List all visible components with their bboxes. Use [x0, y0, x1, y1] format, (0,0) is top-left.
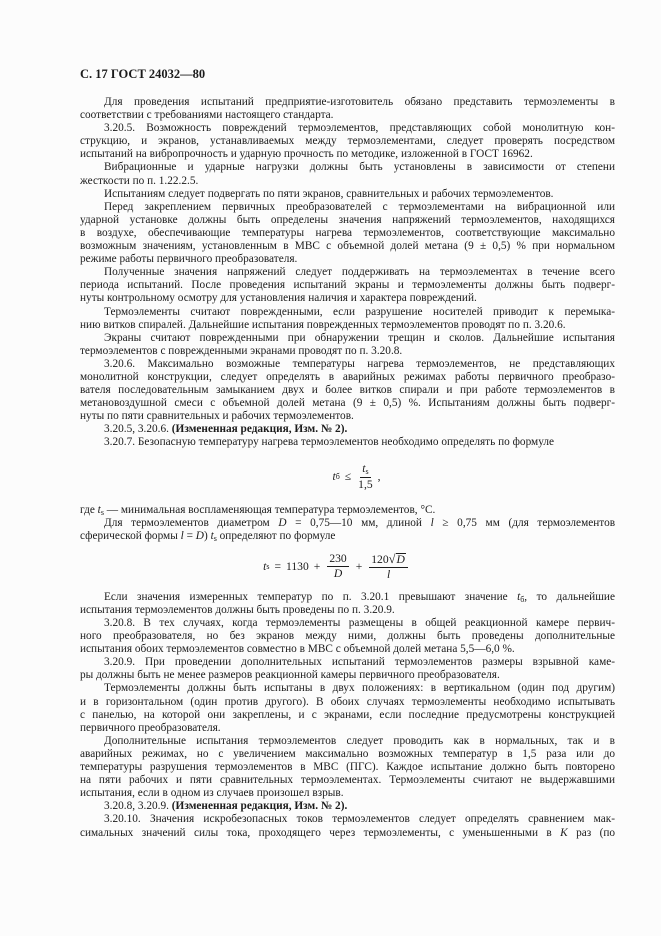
text-line: соответствии с требованиями настоящего стандарта.: [80, 109, 334, 122]
text-line: 3.20.7. Безопасную температуру нагрева термоэлементов необходимо определять по формуле: [104, 436, 554, 449]
subscript: s: [266, 561, 270, 571]
fraction-denominator: [387, 568, 390, 581]
text-line: 3.20.8. В тех случаях, когда термоэлементы размещены в общей реакционной камере первич-: [104, 617, 615, 629]
formula-constant: 1130: [286, 559, 309, 573]
coefficient: 120: [371, 552, 389, 566]
subscript: s: [365, 466, 369, 476]
text-line: Дополнительные испытания термоэлементов следует проводить как в нормальных, так и в: [104, 734, 615, 747]
text-segment: — минимальная воспламеняющая температура термоэлементов, °С.: [106, 503, 436, 516]
less-or-equal-sign: ≤: [344, 469, 352, 483]
variable-l: l: [180, 529, 184, 542]
radical-sign: √: [388, 551, 396, 566]
fraction: [327, 553, 348, 580]
fraction-denominator: 1,5: [358, 477, 373, 491]
text-line: в воздухе, обеспечивающие температуры нагрева термоэлементов, соответствующие максимально: [80, 226, 615, 239]
formula-expression: [263, 553, 410, 581]
variable-t: t: [517, 590, 521, 603]
clause-reference: 3.20.8, 3.20.9.: [104, 800, 169, 813]
text-line: испытания термоэлементов должны быть проведены по п. 3.20.9.: [80, 603, 395, 616]
variable-t: t: [332, 469, 336, 483]
text-line: 3.20.10. Значения искробезопасных токов термоэлементов следует определять сравнением мак-: [104, 813, 615, 826]
variable-t: t: [263, 559, 267, 573]
plus-sign: +: [313, 559, 321, 573]
text-line: монолитной конструкции, следует определять в аварийных режимах работы первичного преобразо-: [80, 370, 615, 383]
fraction-numerator: [369, 553, 408, 568]
amendment-note: [80, 800, 615, 813]
text-segment: Если значения измеренных температур по п. 3.20.1 превышают значение: [104, 590, 508, 603]
variable-l: l: [430, 516, 434, 529]
amendment-note: [80, 423, 615, 436]
text-line: ного преобразователя, но без экранов между ними, должны быть проведены дополнительные: [80, 630, 615, 643]
variable-d: D: [396, 552, 405, 566]
text-line: [80, 530, 615, 543]
text-segment: ≥ 0,75 мм (для термоэлементов: [442, 516, 616, 529]
text-line: режиме работы первичного преобразователя.: [80, 253, 298, 266]
text-line: ры должны быть не менее размеров реакционной камеры первичного преобразователя.: [80, 669, 500, 682]
variable-t: t: [210, 529, 214, 542]
text-line: нуты контрольному осмотру для установления наличия и характера повреждений.: [80, 292, 477, 305]
variable-d: D: [195, 529, 204, 542]
text-line: Испытаниям следует подвергать по пяти экранов, сравнительных и рабочих термоэлементов.: [104, 187, 554, 200]
text-line: возможным значениям, установленным в МВС с объемной долей метана (9 ± 0,5) % при нормальном: [80, 240, 615, 253]
variable-t: t: [97, 503, 101, 516]
text-line: жесткости по п. 1.22.2.5.: [80, 174, 199, 187]
text-line: Полученные значения напряжений следует поддерживать на термоэлементах в течение всего: [104, 266, 615, 279]
text-segment: где: [80, 503, 95, 516]
text-line: 3.20.9. При проведении дополнительных испытаний термоэлементов размеры взрывной каме-: [104, 656, 615, 669]
text-segment: сферической формы: [80, 529, 178, 542]
subscript: б: [520, 594, 525, 604]
text-line: испытаний на вибропрочность и ударную прочность по методике, изложенной в ГОСТ 16962.: [80, 148, 533, 161]
text-segment: =: [186, 529, 193, 542]
text-line: [80, 591, 615, 604]
text-segment: определяют по формуле: [219, 529, 336, 542]
text-line: испытания обоих термоэлементов совместно в МВС с объемной долей метана 5,5—6,0 %.: [80, 643, 515, 656]
text-line: Термоэлементы должны быть испытаны в двух положениях: в вертикальном (один под другим): [104, 682, 615, 695]
text-line: 3.20.6. Максимально возможные температуры нагрева термоэлементов, не представляющих: [104, 357, 615, 370]
text-line: аварийных режимах, но с увеличением максимально возможных температур в 1,5 раза или до: [80, 747, 615, 760]
plus-sign: +: [355, 559, 363, 573]
subscript: б: [335, 471, 340, 481]
text-line: Экраны считают поврежденными при обнаружении трещин и сколов. Дальнейшие испытания: [104, 331, 615, 344]
fraction-numerator: [360, 463, 370, 478]
text-line: 3.20.5. Возможность повреждений термоэлементов, представляющих собой монолитную кон-: [104, 122, 615, 135]
text-line: периода испытаний. После проведения испытаний экраны и термоэлементы должны быть подверг-: [80, 279, 615, 292]
text-segment: Для термоэлементов диаметром: [104, 516, 270, 529]
text-segment: , то дальнейшие: [524, 590, 615, 603]
amendment-label: (Измененная редакция, Изм. № 2).: [171, 423, 348, 436]
text-line: испытания, если в одном из случаев произошел взрыв.: [80, 787, 344, 800]
page-header: С. 17 ГОСТ 24032—80: [80, 67, 206, 81]
text-line: [80, 827, 615, 840]
clause-reference: 3.20.5, 3.20.6.: [104, 423, 169, 436]
text-line: ударной установке должны быть определены значения напряжений термоэлементов, находящихся: [80, 213, 615, 226]
variable-t: t: [362, 461, 366, 475]
text-line: Вибрационные и ударные нагрузки должны быть установлены в зависимости от степени: [104, 161, 615, 174]
text-line: Для проведения испытаний предприятие-изготовитель обязано представить термоэлементы в: [104, 96, 615, 108]
text-line: вателя последовательным замыканием двух и более витков спирали и при работе термоэлементов в: [80, 384, 615, 397]
text-line: нию витков спиралей. Дальнейшие испытания поврежденных термоэлементов проводят по п. 3.20.6.: [80, 318, 566, 331]
text-line: с панелью, на которой они закреплены, и с экранами, если последние предусмотрены конструкцией: [80, 708, 615, 721]
subscript: s: [213, 533, 217, 543]
equals-sign: =: [274, 559, 281, 573]
text-line: [80, 517, 615, 530]
text-segment: раз (по: [576, 826, 616, 839]
formula-expression: [332, 463, 380, 491]
fraction: [369, 553, 408, 581]
text-line: струкцию, и экранов, устанавливаемых между термоэлементами, следует проверять посредством: [80, 135, 615, 148]
variable-k: K: [560, 826, 568, 839]
body-text: [80, 96, 615, 840]
variable-d: D: [333, 567, 343, 581]
text-line: первичного преобразователя.: [80, 721, 221, 734]
fraction: [358, 463, 373, 491]
text-segment: ): [203, 529, 208, 542]
text-line: на пяти рабочих и пяти сравнительных термоэлементах. Термоэлементы считают не выдержавшими: [80, 774, 615, 787]
amendment-label: (Измененная редакция, Изм. № 2).: [171, 800, 348, 813]
text-line: Перед закреплением первичных преобразователей с термоэлементами на вибрационной или: [104, 200, 615, 213]
formula-ignition-temperature: [80, 543, 615, 591]
text-line: нуты по пяти сравнительных и рабочих термоэлементов.: [80, 410, 354, 423]
fraction-numerator: 230: [329, 552, 347, 566]
text-line: [80, 504, 615, 517]
text-line: метановоздушной смеси с объемной долей метана (9 ± 0,5) %. Испытаниям должны быть подверг-: [80, 397, 615, 410]
text-line: температуры разрушения термоэлементов в МВС (ПГС). Каждое испытание должно быть повторено: [80, 761, 615, 774]
square-root: [389, 553, 406, 565]
radicand: [396, 553, 406, 565]
text-segment: симальных значений силы тока, проходящего через термоэлементы, с уменьшенными в: [80, 826, 552, 839]
text-segment: = 0,75—10 мм, длиной: [295, 516, 422, 529]
variable-l: l: [386, 567, 391, 581]
text-line: термоэлементов с поврежденными экранами проводят по п. 3.20.8.: [80, 344, 403, 357]
fraction-denominator: [334, 567, 342, 580]
formula-comma: ,: [377, 469, 381, 483]
text-line: и в горизонтальном (один против другого). В обоих случаях термоэлементы необходимо испытывать: [80, 695, 615, 708]
formula-safe-temperature: [80, 450, 615, 504]
text-line: Термоэлементы считают поврежденными, если разрушение носителей приводит к перемыка-: [104, 305, 615, 318]
variable-d: D: [278, 516, 287, 529]
subscript: s: [100, 507, 104, 517]
